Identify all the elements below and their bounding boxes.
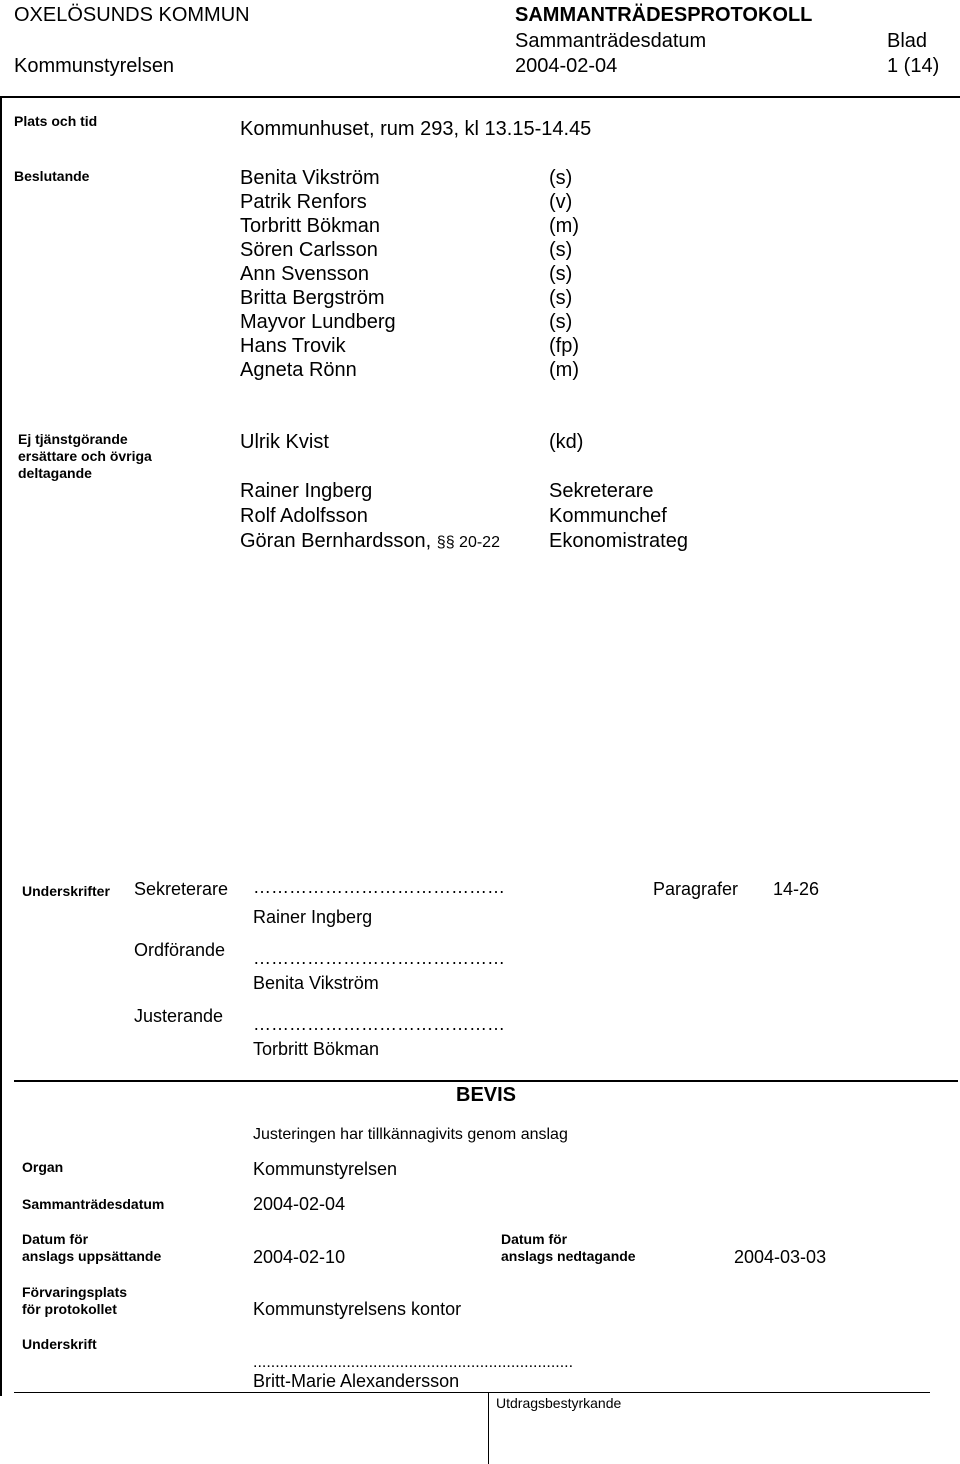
posted-date-label-line: anslags uppsättande: [22, 1248, 162, 1264]
bevis-date-label: Sammanträdesdatum: [22, 1196, 165, 1212]
signature-name: Britt-Marie Alexandersson: [253, 1371, 460, 1391]
storage-label: [22, 1284, 127, 1318]
participant-role: Sekreterare: [549, 480, 654, 502]
municipality-name: OXELÖSUNDS KOMMUN: [14, 4, 250, 26]
header-date: 2004-02-04: [515, 55, 618, 77]
posted-date-label-line: Datum för: [22, 1231, 89, 1247]
member-party: (v): [549, 191, 573, 213]
participant-line: [240, 530, 500, 553]
storage-label-line: Förvaringsplats: [22, 1284, 128, 1300]
place-value: Kommunhuset, rum 293, kl 13.15-14.45: [240, 118, 592, 140]
member-party: (s): [549, 311, 573, 333]
header-page: 1 (14): [887, 55, 940, 77]
posted-date-label: [22, 1231, 161, 1265]
place-label: Plats och tid: [14, 113, 98, 129]
chair-signature-line: ……………………………………: [253, 948, 505, 968]
others-label-line: Ej tjänstgörande: [18, 431, 128, 447]
participant-role: Ekonomistrateg: [549, 530, 688, 552]
organ-value: Kommunstyrelsen: [253, 1159, 398, 1179]
posted-date-value: 2004-02-10: [253, 1247, 346, 1267]
header-date-label: Sammanträdesdatum: [515, 30, 707, 52]
participant-role: Kommunchef: [549, 505, 667, 527]
signature-line: ........................................................................: [253, 1354, 574, 1371]
substitute-name: Ulrik Kvist: [240, 431, 329, 453]
member-party: (s): [549, 287, 573, 309]
document-type: SAMMANTRÄDESPROTOKOLL: [515, 4, 813, 26]
member-name: Benita Vikström: [240, 167, 380, 189]
member-name: Sören Carlsson: [240, 239, 378, 261]
participant-name: Rolf Adolfsson: [240, 505, 368, 527]
removed-date-label: [501, 1231, 636, 1265]
deciding-names: [240, 166, 396, 382]
adjuster-name: Torbritt Bökman: [253, 1039, 380, 1059]
secretary-signature-line: ……………………………………: [253, 877, 505, 897]
bevis-statement: Justeringen har tillkännagivits genom anslag: [253, 1126, 568, 1143]
left-border: [0, 96, 2, 1396]
bevis-title: BEVIS: [456, 1084, 517, 1106]
member-party: (s): [549, 263, 573, 285]
others-label-line: deltagande: [18, 465, 92, 481]
member-name: Mayvor Lundberg: [240, 311, 396, 333]
member-party: (m): [549, 215, 579, 237]
signatures-label: Underskrifter: [22, 883, 110, 899]
secretary-role: Sekreterare: [134, 879, 229, 899]
header-rule: [0, 96, 960, 98]
member-name: Hans Trovik: [240, 335, 346, 357]
member-name: Torbritt Bökman: [240, 215, 381, 237]
bevis-date-value: 2004-02-04: [253, 1194, 346, 1214]
deciding-parties: [549, 166, 579, 382]
bevis-bottom-rule: [14, 1392, 930, 1393]
chair-name: Benita Vikström: [253, 973, 379, 993]
member-party: (m): [549, 359, 579, 381]
deciding-label: Beslutande: [14, 168, 90, 184]
substitute-party: (kd): [549, 431, 584, 453]
others-label: [18, 431, 152, 482]
member-name: Britta Bergström: [240, 287, 385, 309]
removed-date-label-line: Datum för: [501, 1231, 568, 1247]
signature-label: Underskrift: [22, 1336, 97, 1352]
member-name: Ann Svensson: [240, 263, 369, 285]
adjuster-signature-line: ……………………………………: [253, 1014, 505, 1034]
certifier-label: Utdragsbestyrkande: [496, 1395, 622, 1411]
participant-name: Rainer Ingberg: [240, 480, 373, 502]
secretary-name: Rainer Ingberg: [253, 907, 373, 927]
member-name: Agneta Rönn: [240, 359, 357, 381]
removed-date-value: 2004-03-03: [734, 1247, 827, 1267]
participant-paragraphs: §§ 20-22: [436, 534, 500, 551]
bevis-divider: [488, 1392, 489, 1464]
member-party: (s): [549, 167, 573, 189]
member-name: Patrik Renfors: [240, 191, 367, 213]
member-party: (s): [549, 239, 573, 261]
bevis-top-rule: [14, 1080, 958, 1082]
storage-value: Kommunstyrelsens kontor: [253, 1299, 462, 1319]
removed-date-label-line: anslags nedtagande: [501, 1248, 636, 1264]
organ-label: Organ: [22, 1159, 64, 1175]
paragraphs-label: Paragrafer: [653, 879, 739, 899]
member-party: (fp): [549, 335, 579, 357]
others-label-line: ersättare och övriga: [18, 448, 152, 464]
adjuster-role: Justerande: [134, 1006, 224, 1026]
header-body: Kommunstyrelsen: [14, 55, 175, 77]
chair-role: Ordförande: [134, 940, 226, 960]
participant-name: Göran Bernhardsson,: [240, 530, 432, 552]
paragraphs-value: 14-26: [773, 879, 820, 899]
header-page-label: Blad: [887, 30, 928, 52]
storage-label-line: för protokollet: [22, 1301, 117, 1317]
